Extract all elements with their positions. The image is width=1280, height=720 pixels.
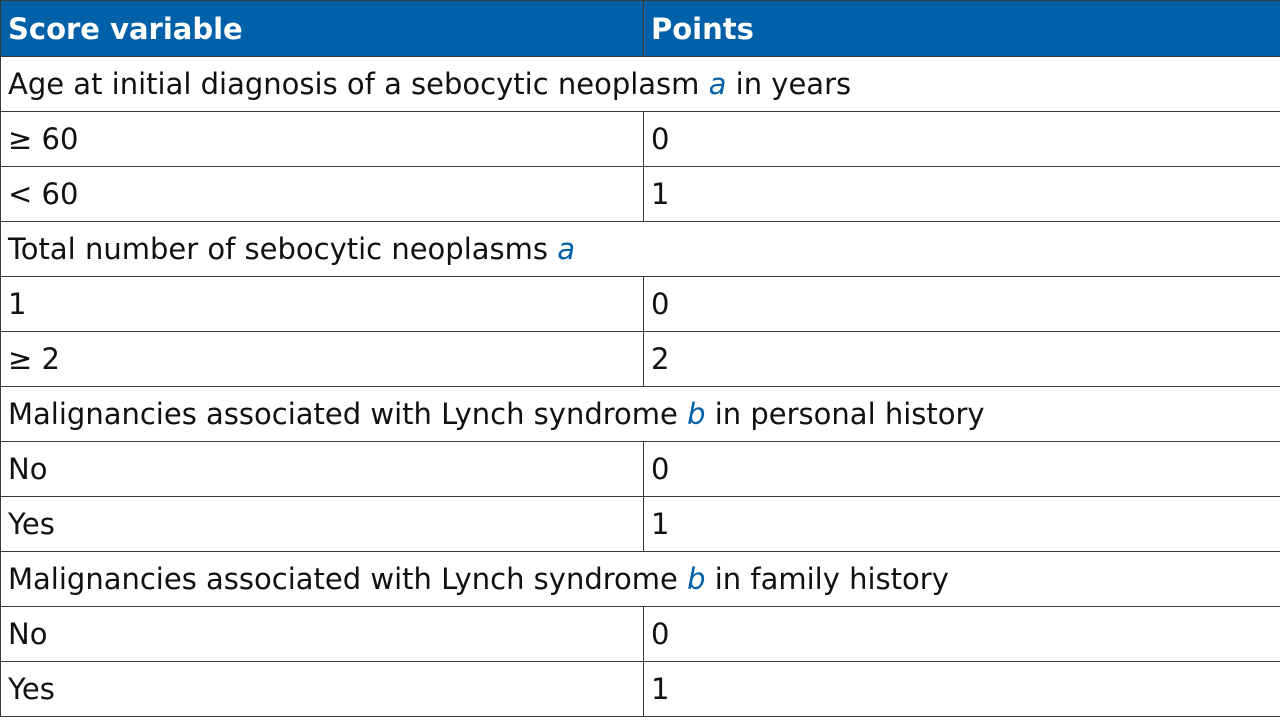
header-row	[1, 1, 1280, 57]
footnote-marker: b	[687, 397, 706, 431]
section-row	[1, 387, 1280, 442]
table-row	[1, 442, 1280, 497]
points-cell: 1	[644, 497, 1280, 552]
section-row	[1, 222, 1280, 277]
variable-cell: Yes	[1, 497, 644, 552]
variable-cell: ≥ 60	[1, 112, 644, 167]
variable-cell: < 60	[1, 167, 644, 222]
points-cell: 0	[644, 277, 1280, 332]
section-label: Age at initial diagnosis of a sebocytic neoplasm a in years	[1, 57, 1280, 112]
points-cell: 2	[644, 332, 1280, 387]
variable-cell: ≥ 2	[1, 332, 644, 387]
footnote-marker: a	[557, 232, 575, 266]
table-row	[1, 277, 1280, 332]
points-cell: 0	[644, 607, 1280, 662]
table-row	[1, 112, 1280, 167]
header-score-variable: Score variable	[1, 1, 644, 57]
footnote-marker: a	[708, 67, 727, 101]
table-row	[1, 497, 1280, 552]
section-row	[1, 57, 1280, 112]
table-row	[1, 332, 1280, 387]
section-row	[1, 552, 1280, 607]
section-label: Malignancies associated with Lynch syndrome b in personal history	[1, 387, 1280, 442]
footnote-marker: b	[687, 562, 706, 596]
table-row	[1, 607, 1280, 662]
points-cell: 1	[644, 662, 1280, 717]
points-cell: 0	[644, 112, 1280, 167]
table-row	[1, 662, 1280, 717]
variable-cell: 1	[1, 277, 644, 332]
points-cell: 0	[644, 442, 1280, 497]
points-cell: 1	[644, 167, 1280, 222]
table-row	[1, 167, 1280, 222]
variable-cell: No	[1, 442, 644, 497]
section-label: Total number of sebocytic neoplasms a	[1, 222, 1280, 277]
variable-cell: Yes	[1, 662, 644, 717]
section-label: Malignancies associated with Lynch syndrome b in family history	[1, 552, 1280, 607]
header-points: Points	[644, 1, 1280, 57]
variable-cell: No	[1, 607, 644, 662]
